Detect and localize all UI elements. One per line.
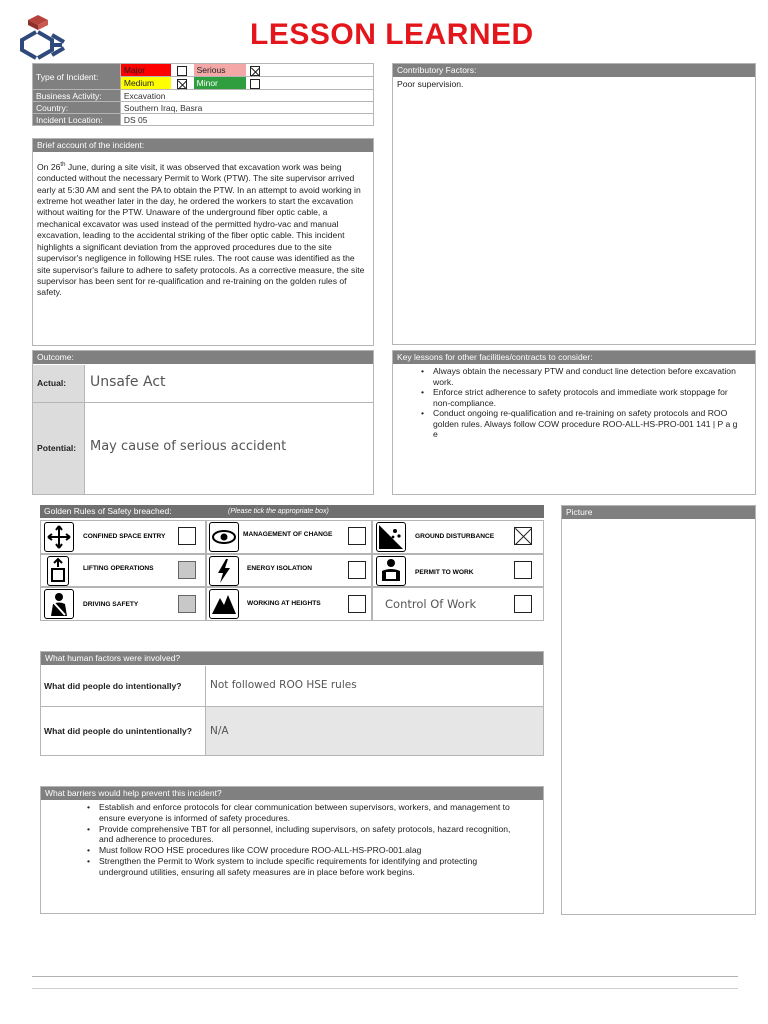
key-lesson-item: • Conduct ongoing re-qualification and re-training on safety protocols and ROO golden rules. Always follow COW procedure ROO-ALL-HS-PRO-001 141 | P a g e: [419, 408, 739, 440]
barriers-list: [41, 800, 543, 878]
rule-label: ENERGY ISOLATION: [247, 565, 312, 572]
key-lesson-item: • Enforce strict adherence to safety protocols and immediate work stoppage for non-compliance.: [419, 387, 739, 408]
intentional-question: What did people do intentionally?: [44, 681, 182, 691]
confined-space-icon: [44, 522, 74, 552]
minor-checkbox[interactable]: [250, 79, 260, 89]
serious-checkbox[interactable]: [250, 66, 260, 76]
contributory-factors-header: Contributory Factors:: [393, 64, 755, 77]
actual-label: Actual:: [37, 378, 67, 388]
severity-minor: Minor: [194, 77, 246, 89]
brief-account-section: [32, 138, 374, 346]
control-of-work-label: Control Of Work: [385, 597, 477, 611]
eye-icon: [209, 522, 239, 552]
incident-location-value: DS 05: [120, 114, 373, 126]
rule-label: WORKING AT HEIGHTS: [247, 600, 321, 607]
human-factors-section: [40, 651, 544, 756]
control-of-work-checkbox[interactable]: [514, 595, 532, 613]
outcome-actual-value-cell: [84, 365, 373, 403]
brief-account-text: On 26th June, during a site visit, it was observed that excavation work was being conducted without the necessary Permit to Work (PTW). The site supervisor arrived early at 5:30 AM and sent the PA to obtain the PTW. In an attempt to avoid working in extreme hot weather later in the day, he ordered the workers to start the excavation without waiting for the PTW. Unaware of the underground fiber optic cable, a mechanical excavator was used instead of the permitted hydro-vac and manual excavation, leading to the accidental striking of the fiber optic cable. This incident highlights a significant deviation from the approved procedures due to the site supervisor's negligence in following HSE rules. The root cause was identified as the site supervisor's failure to adhere to safety protocols. As a corrective measure, the site supervisor has been sent for re-qualification and re-training on the golden rules of safety.: [37, 161, 365, 298]
footer-divider: [32, 988, 738, 989]
severity-serious: Serious: [194, 64, 246, 76]
permit-to-work-checkbox[interactable]: [514, 561, 532, 579]
country-value: Southern Iraq, Basra: [120, 102, 373, 114]
ground-disturbance-checkbox[interactable]: [514, 527, 532, 545]
ground-disturbance-icon: [376, 522, 406, 552]
permit-icon: [376, 556, 406, 586]
rule-label: LIFTING OPERATIONS: [83, 565, 154, 572]
key-lesson-item: • Always obtain the necessary PTW and conduct line detection before excavation work.: [419, 366, 739, 387]
footer-divider: [32, 976, 738, 977]
severity-major: Major: [121, 64, 171, 76]
rule-label: DRIVING SAFETY: [83, 601, 139, 608]
barrier-item: • Establish and enforce protocols for clear communication between supervisors, workers, and management to ensure everyone is informed of safety procedures.: [85, 802, 513, 824]
seatbelt-icon: [44, 589, 74, 619]
medium-checkbox[interactable]: [177, 79, 187, 89]
human-factors-header: What human factors were involved?: [41, 652, 543, 665]
barrier-item: • Provide comprehensive TBT for all personnel, including supervisors, on safety protocols, hazard recognition, and adherence to procedures.: [85, 824, 513, 846]
mountain-icon: [209, 589, 239, 619]
type-of-incident-label: Type of Incident:: [33, 64, 121, 90]
major-checkbox[interactable]: [177, 66, 187, 76]
rule-label: GROUND DISTURBANCE: [415, 533, 495, 540]
driving-safety-checkbox[interactable]: [178, 595, 196, 613]
brief-account-header: Brief account of the incident:: [33, 139, 373, 152]
lifting-operations-checkbox[interactable]: [178, 561, 196, 579]
management-of-change-checkbox[interactable]: [348, 527, 366, 545]
golden-rules-header: Golden Rules of Safety breached: (Please tick the appropriate box): [40, 505, 544, 518]
potential-value: May cause of serious accident: [90, 439, 287, 454]
intentional-question-cell: [41, 666, 205, 707]
barriers-header: What barriers would help prevent this incident?: [41, 787, 543, 800]
outcome-section: [32, 350, 374, 495]
barriers-section: [40, 786, 544, 914]
rule-label: PERMIT TO WORK: [415, 569, 474, 576]
incident-location-label: Incident Location:: [33, 114, 121, 126]
intentional-answer: Not followed ROO HSE rules: [210, 679, 357, 691]
energy-isolation-checkbox[interactable]: [348, 561, 366, 579]
unintentional-answer-cell: [205, 707, 543, 755]
golden-rules-section: [40, 505, 544, 621]
working-at-heights-checkbox[interactable]: [348, 595, 366, 613]
potential-label: Potential:: [37, 443, 77, 453]
severity-row-1: [120, 64, 373, 77]
rule-label: CONFINED SPACE ENTRY: [83, 533, 166, 540]
company-logo: [18, 14, 68, 60]
barrier-item: • Must follow ROO HSE procedures like COW procedure ROO-ALL-HS-PRO-001.alag: [85, 845, 513, 856]
business-activity-value: Excavation: [120, 90, 373, 102]
barrier-item: • Strengthen the Permit to Work system to include specific requirements for identifying and protecting underground utilities, ensuring all safety measures are in place before work begins.: [85, 856, 513, 878]
contributory-factors-section: [392, 63, 756, 345]
page-title: LESSON LEARNED: [250, 18, 534, 51]
key-lessons-header: Key lessons for other facilities/contracts to consider:: [393, 351, 755, 364]
rule-label: MANAGEMENT OF CHANGE: [243, 531, 333, 538]
business-activity-label: Business Activity:: [33, 90, 121, 102]
actual-value: Unsafe Act: [90, 374, 166, 390]
severity-row-2: [120, 77, 373, 90]
incident-info-table: [32, 63, 374, 126]
country-label: Country:: [33, 102, 121, 114]
key-lessons-list: [393, 364, 755, 440]
confined-space-checkbox[interactable]: [178, 527, 196, 545]
outcome-header: Outcome:: [33, 351, 373, 364]
outcome-actual-label-cell: [33, 365, 84, 403]
unintentional-question-cell: [41, 707, 205, 755]
key-lessons-section: [392, 350, 756, 495]
picture-section: [561, 505, 756, 915]
lightning-icon: [209, 556, 239, 586]
lifting-icon: [47, 556, 69, 586]
unintentional-question: What did people do unintentionally?: [44, 726, 192, 736]
outcome-potential-value-cell: [84, 403, 373, 494]
severity-medium: Medium: [121, 77, 171, 89]
picture-header: Picture: [562, 506, 755, 519]
outcome-potential-label-cell: [33, 403, 84, 494]
golden-rules-note: (Please tick the appropriate box): [228, 508, 329, 515]
contributory-factors-text: Poor supervision.: [397, 79, 464, 89]
intentional-answer-cell: [205, 666, 543, 707]
unintentional-answer: N/A: [210, 725, 229, 737]
